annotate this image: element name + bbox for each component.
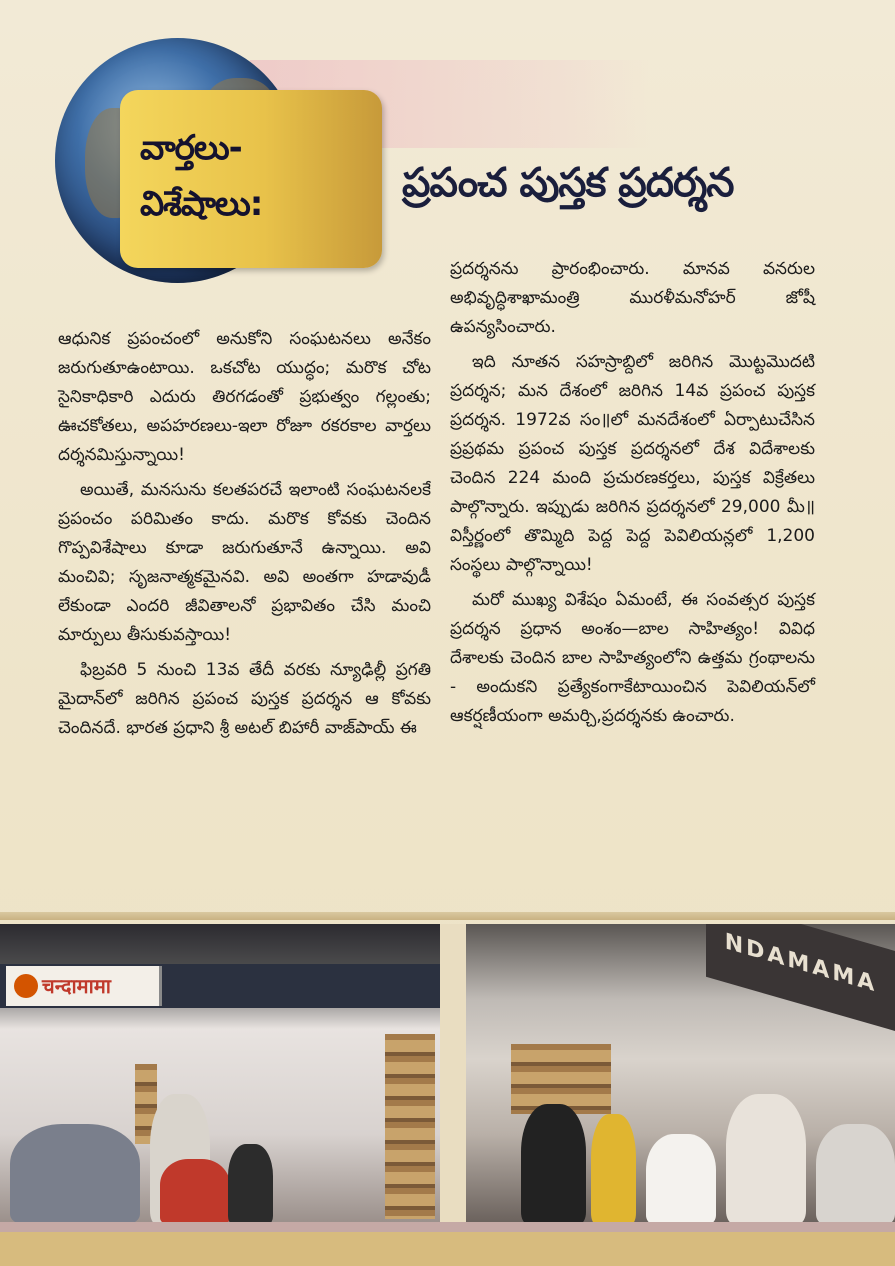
- kicker-line-2: విశేషాలు:: [140, 184, 263, 224]
- left-column: [58, 325, 431, 749]
- photo-gutter: [440, 924, 466, 1224]
- visitor-group: [10, 1124, 140, 1224]
- kicker-line-1: వార్తలు-: [140, 128, 242, 168]
- visitor-figure: [816, 1124, 895, 1224]
- visitor-figure: [160, 1159, 230, 1224]
- paragraph: అయితే, మనసును కలతపరచే ఇలాంటి సంఘటనలకే ప్రపంచం పరిమితం కాదు. మరొక కోవకు చెందిన గొప్పవిశేషాలు కూడా జరుగుతూనే ఉన్నాయి. అవి మంచివి; సృజనాత్మకమైనవి. అవి అంతగా హడావుడీ లేకుండా ఎందరి జీవితాలనో ప్రభావితం చేసి మంచి మార్పులు తీసుకువస్తాయి!: [58, 480, 431, 645]
- chandamama-sign: [6, 966, 162, 1006]
- section-kicker: [140, 120, 340, 232]
- divider-rule: [0, 912, 895, 920]
- right-column: [450, 255, 815, 737]
- bottom-color-band: [0, 1222, 895, 1266]
- paragraph: ఆధునిక ప్రపంచంలో అనుకోని సంఘటనలు అనేకం జరుగుతూఉంటాయి. ఒకచోట యుద్ధం; మరొక చోట సైనికాధికారి ఎదురు తిరగడంతో ప్రభుత్వం గల్లంతు; ఊచకోతలు, అపహరణలు-ఇలా రోజూ రకరకాల వార్తలు దర్శనమిస్తున్నాయి!: [58, 329, 431, 465]
- chandamama-sign-text: चन्दामामा: [42, 974, 111, 998]
- visitor-figure: [591, 1114, 636, 1224]
- paragraph: ప్రదర్శనను ప్రారంభించారు. మానవ వనరుల అభివృద్ధిశాఖామంత్రి మురళీమనోహర్ జోషీ ఉపన్యసించారు.: [450, 259, 815, 337]
- photo-book-fair-stall-right: [466, 924, 895, 1224]
- book-shelf: [385, 1034, 435, 1219]
- visitor-figure: [228, 1144, 273, 1224]
- visitor-figure: [521, 1104, 586, 1224]
- paragraph: ఇది నూతన సహస్రాబ్దిలో జరిగిన మొట్టమొదటి ప్రదర్శన; మన దేశంలో జరిగిన 14వ ప్రపంచ పుస్తక ప్రదర్శన. 1972వ సం॥లో మనదేశంలో ఏర్పాటుచేసిన ప్రప్రథమ ప్రపంచ పుస్తక ప్రదర్శనలో దేశ విదేశాలకు చెందిన 224 మంది ప్రచురణకర్తలు, పుస్తక విక్రేతలు పాల్గొన్నారు. ఇప్పుడు జరిగిన ప్రదర్శనలో 29,000 మీ॥ విస్తీర్ణంలో తొమ్మిది పెద్ద పెద్ద పెవిలియన్లలో 1,200 సంస్థలు పాల్గొన్నాయి!: [450, 352, 815, 575]
- chandamama-banner-text: NDAMAMA: [724, 929, 878, 998]
- article-title: ప్రపంచ పుస్తక ప్రదర్శన: [402, 160, 734, 206]
- logo-icon: [14, 974, 38, 998]
- visitor-figure: [726, 1094, 806, 1224]
- photo-book-fair-stall-left: [0, 924, 440, 1224]
- visitor-figure: [646, 1134, 716, 1224]
- chandamama-banner: [706, 924, 895, 1031]
- paragraph: ఫిబ్రవరి 5 నుంచి 13వ తేదీ వరకు న్యూఢిల్లీ ప్రగతి మైదాన్‌లో జరిగిన ప్రపంచ పుస్తక ప్రదర్శన ఆ కోవకు చెందినదే. భారత ప్రధాని శ్రీ అటల్ బిహారీ వాజ్‌పాయ్ ఈ: [58, 660, 431, 738]
- paragraph: మరో ముఖ్య విశేషం ఏమంటే, ఈ సంవత్సర పుస్తక ప్రదర్శన ప్రధాన అంశం—బాల సాహిత్యం! వివిధ దేశాలకు చెందిన బాల సాహిత్యంలోని ఉత్తమ గ్రంథాలను - అందుకని ప్రత్యేకంగాకేటాయించిన పెవిలియన్‌లో ఆకర్షణీయంగా అమర్చి,ప్రదర్శనకు ఉంచారు.: [450, 590, 815, 726]
